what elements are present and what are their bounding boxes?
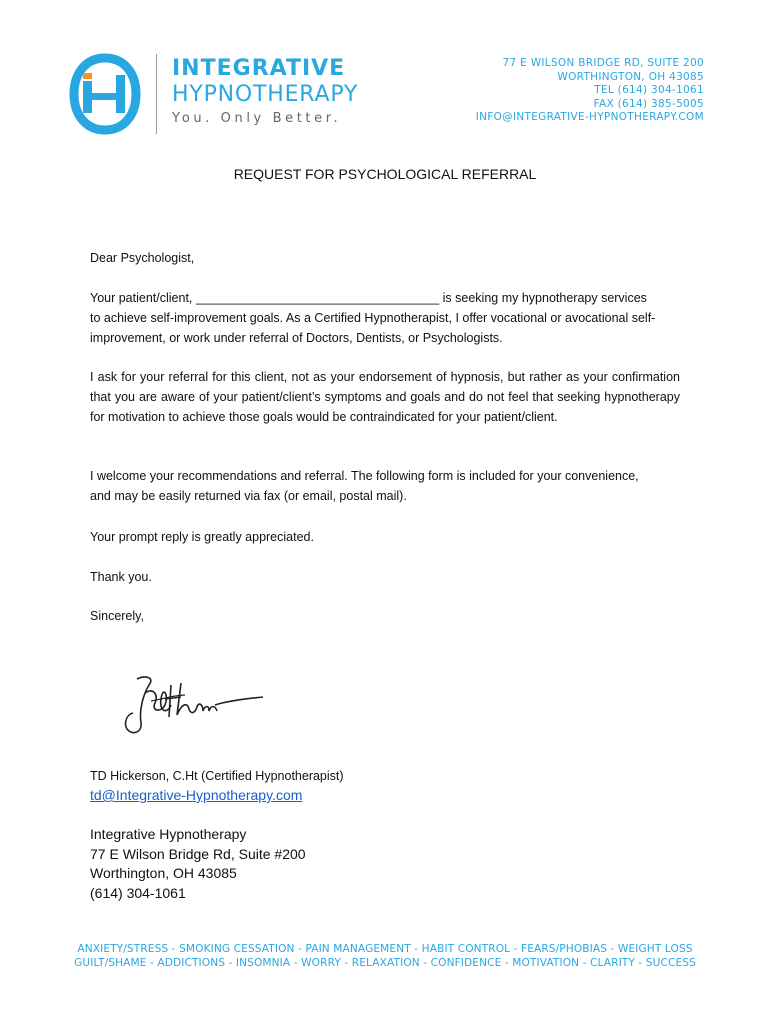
thanks-line: Thank you.	[90, 570, 152, 584]
paragraph-3	[90, 466, 680, 506]
paragraph-1	[90, 288, 680, 348]
brand-name-line1: INTEGRATIVE	[172, 56, 346, 81]
logo-divider	[156, 54, 157, 134]
signer-name: TD Hickerson, C.Ht (Certified Hypnotherapist)	[90, 769, 344, 783]
header-email[interactable]: INFO@INTEGRATIVE-HYPNOTHERAPY.COM	[475, 111, 704, 123]
footer-services-line2: GUILT/SHAME - ADDICTIONS - INSOMNIA - WORRY - RELAXATION - CONFIDENCE - MOTIVATION - CLARITY - SUCCESS	[74, 957, 696, 969]
footer-services-line1: ANXIETY/STRESS - SMOKING CESSATION - PAIN MANAGEMENT - HABIT CONTROL - FEARS/PHOBIAS - WEIGHT LOSS	[77, 943, 693, 955]
brand-block	[172, 56, 358, 128]
header-tel: TEL (614) 304-1061	[594, 84, 704, 96]
paragraph-3-line2: and may be easily returned via fax (or email, postal mail).	[90, 489, 407, 503]
brand-name-line2: HYPNOTHERAPY	[172, 82, 359, 107]
header-contact	[476, 57, 704, 125]
header-fax: FAX (614) 385-5005	[593, 97, 704, 110]
org-phone: (614) 304-1061	[90, 884, 186, 901]
signer-email-link[interactable]: td@Integrative-Hypnotherapy.com	[90, 787, 303, 803]
signature-image	[115, 665, 275, 745]
salutation: Dear Psychologist,	[90, 251, 195, 265]
org-address-line2: Worthington, OH 43085	[90, 865, 237, 881]
header-address-line2: WORTHINGTON, OH 43085	[557, 70, 704, 83]
page-title: REQUEST FOR PSYCHOLOGICAL REFERRAL	[233, 166, 537, 182]
paragraph-1-line3: improvement, or work under referral of Doctors, Dentists, or Psychologists.	[90, 331, 503, 345]
paragraph-4: Your prompt reply is greatly appreciated.	[90, 530, 314, 544]
brand-tagline: You. Only Better.	[172, 111, 342, 126]
org-address-line1: 77 E Wilson Bridge Rd, Suite #200	[90, 845, 306, 862]
org-name: Integrative Hypnotherapy	[90, 826, 247, 842]
closing-line: Sincerely,	[90, 609, 144, 623]
header-address-line1: 77 E WILSON BRIDGE RD, SUITE 200	[502, 57, 704, 69]
paragraph-1-line1: Your patient/client, ___________________________________ is seeking my hypnotherapy services	[90, 291, 647, 305]
paragraph-3-line1: I welcome your recommendations and referral. The following form is included for your convenience,	[90, 469, 639, 483]
paragraph-1-line2: to achieve self-improvement goals. As a Certified Hypnotherapist, I offer vocational or avocational self-	[90, 311, 656, 325]
org-address-block	[90, 825, 306, 903]
paragraph-2: I ask for your referral for this client, not as your endorsement of hypnosis, but rather as your confirmation that you are aware of your patient/client’s symptoms and goals and do not feel that seeking hypnotherapy for motivation to achieve those goals would be contraindicated for your patient/client.	[90, 370, 680, 424]
logo-icon	[66, 50, 144, 138]
